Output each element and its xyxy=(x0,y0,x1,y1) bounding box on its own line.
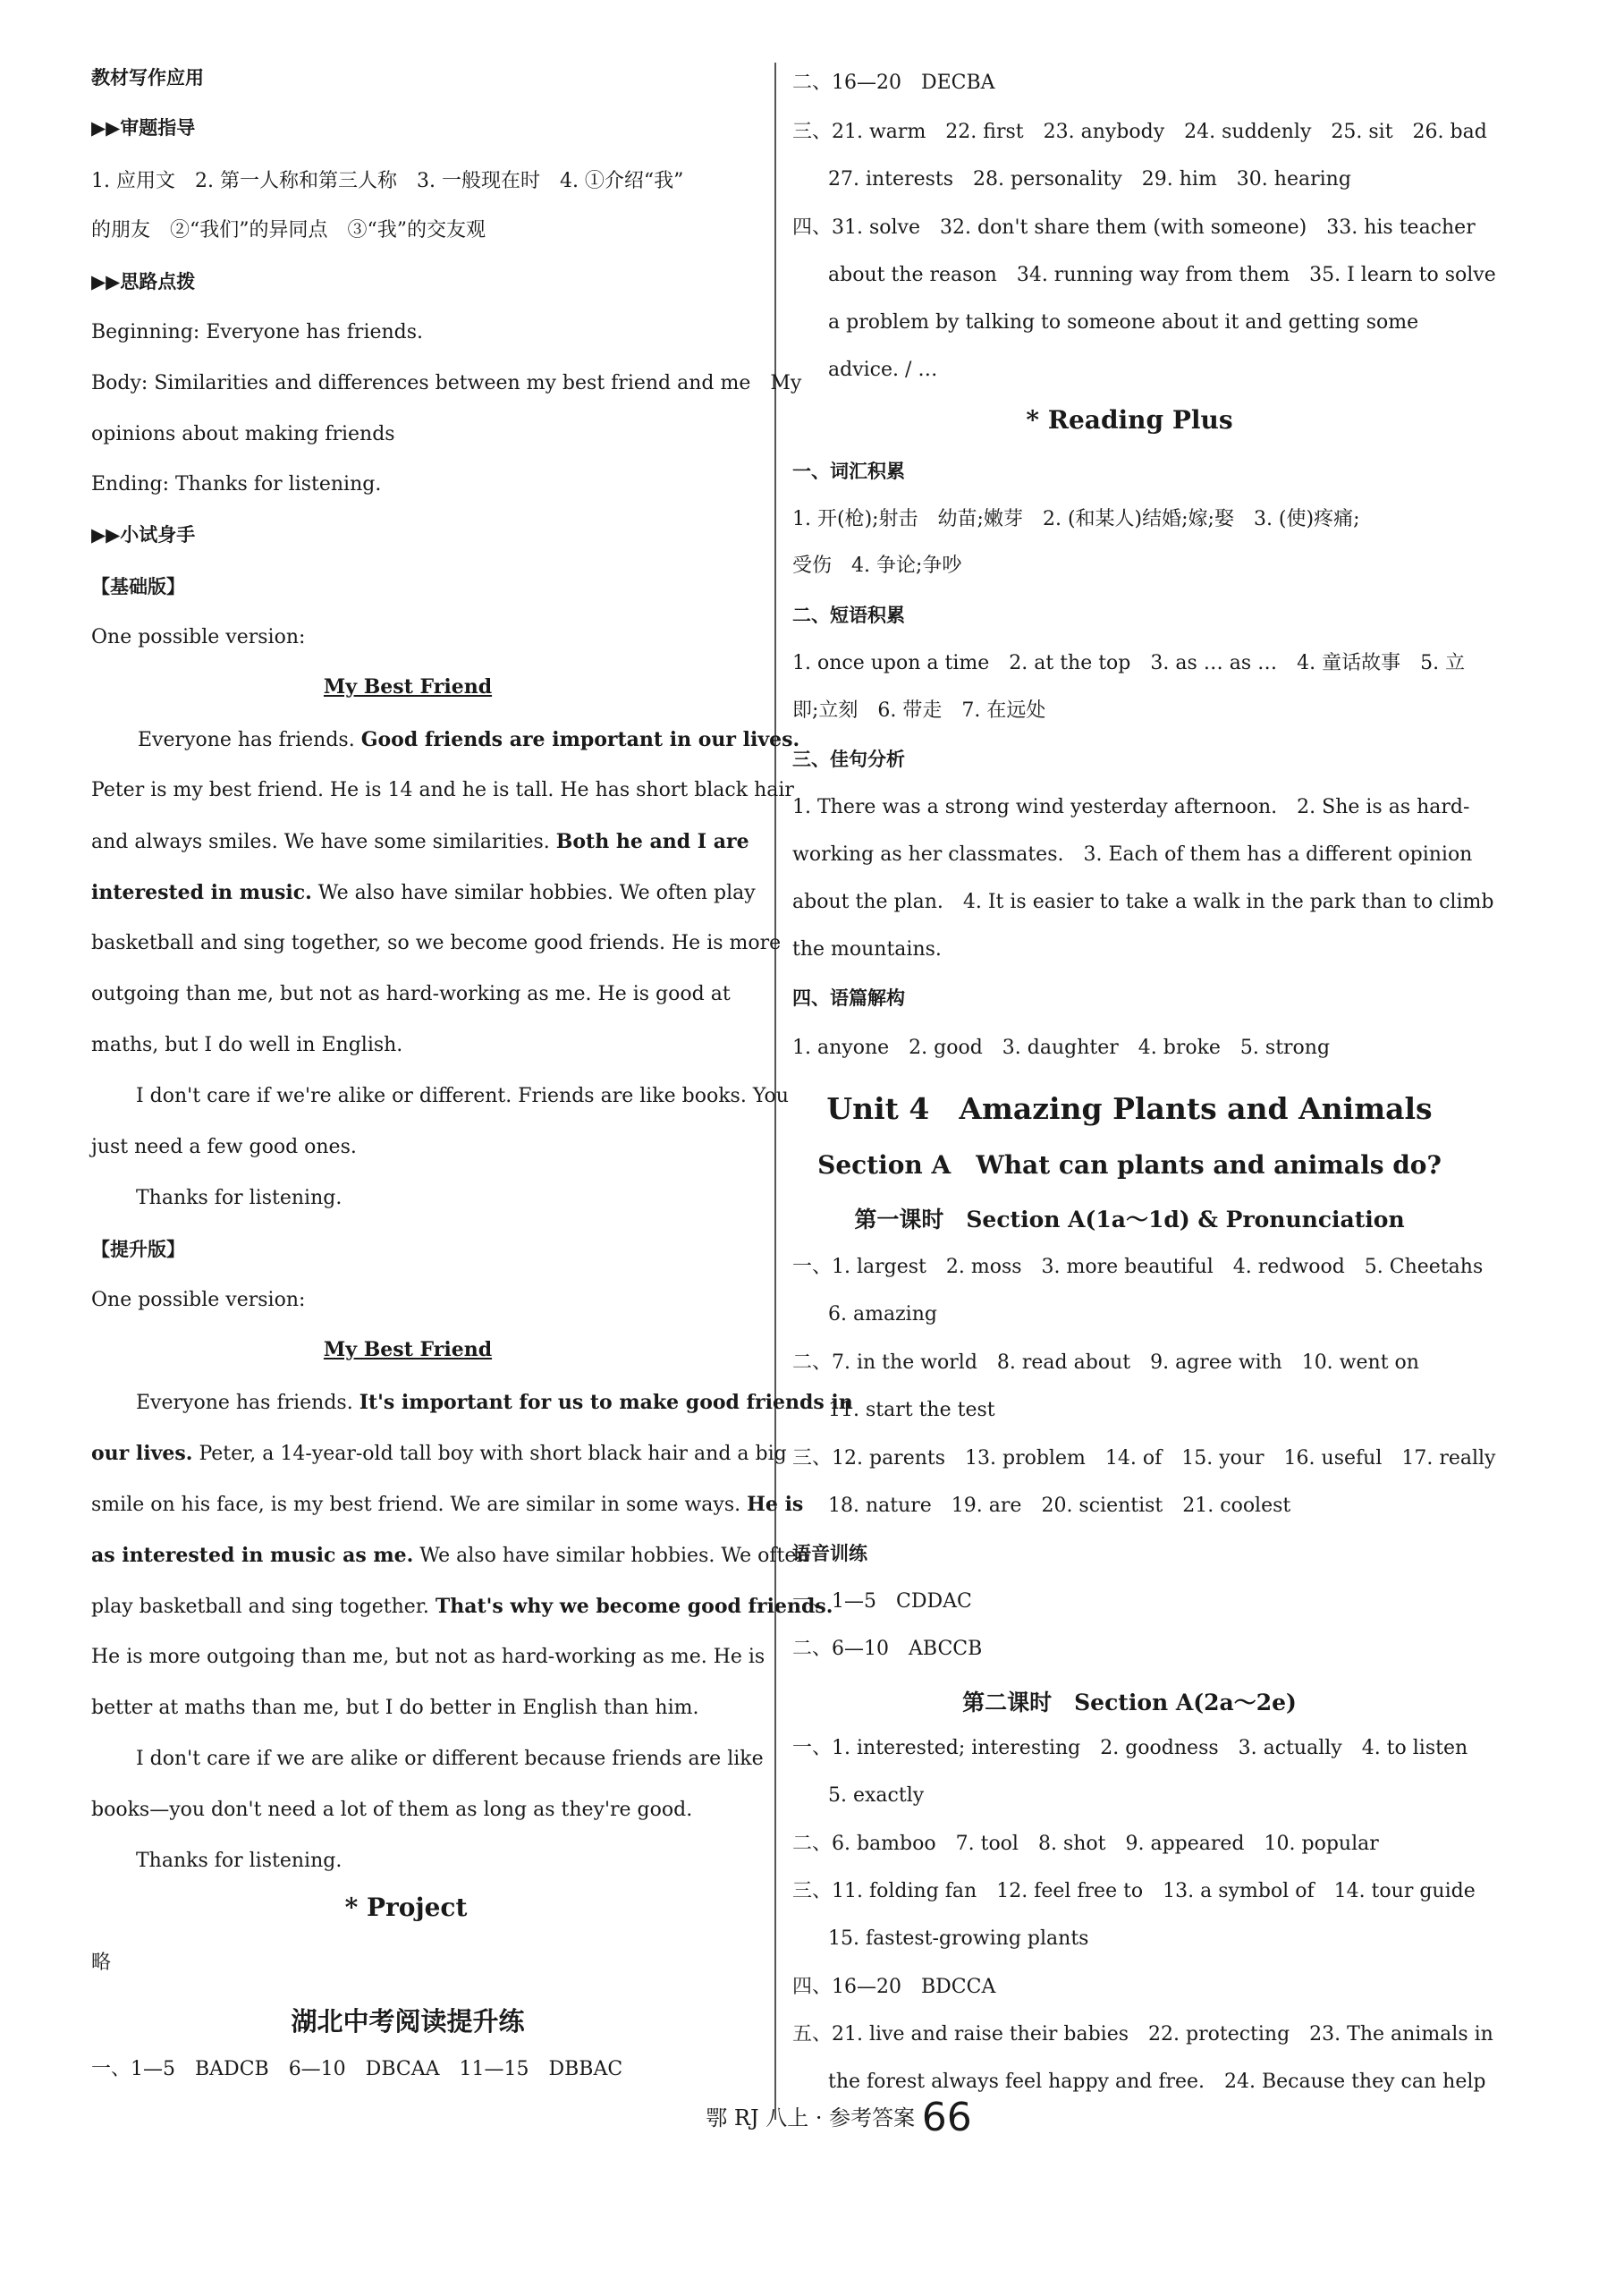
answer-line: 二、7. in the world 8. read about 9. agree with 10. went on xyxy=(792,1351,1419,1374)
answer-line: 即;立刻 6. 带走 7. 在远处 xyxy=(792,699,1046,722)
answer-line: 一、1—5 CDDAC xyxy=(792,1590,972,1613)
subheading-discourse: 四、语篇解构 xyxy=(792,987,905,1009)
answer-line: a problem by talking to someone about it and getting some xyxy=(828,311,1419,334)
answer-line: 三、12. parents 13. problem 14. of 15. your 16. useful 17. really xyxy=(792,1447,1496,1470)
answer-line: the forest always feel happy and free. 24. Because they can help xyxy=(828,2071,1486,2093)
answer-line: 三、21. warm 22. first 23. anybody 24. suddenly 25. sit 26. bad xyxy=(792,121,1487,143)
essay-line: Thanks for listening. xyxy=(136,1187,343,1209)
version-label-advanced: 【提升版】 xyxy=(91,1239,185,1260)
version-label-basic: 【基础版】 xyxy=(91,576,185,597)
answer-line: 15. fastest-growing plants xyxy=(828,1927,1089,1950)
essay-line: I don't care if we're alike or different. Friends are like books. You xyxy=(136,1085,789,1107)
page-number: 66 xyxy=(921,2095,972,2140)
answer-line: about the plan. 4. It is easier to take a walk in the park than to climb xyxy=(792,891,1494,913)
lesson-title: 第二课时 Section A(2a～2e) xyxy=(962,1690,1297,1715)
answer-line: 四、31. solve 32. don't share them (with someone) 33. his teacher xyxy=(792,216,1476,239)
essay-line: basketball and sing together, so we become good friends. He is more xyxy=(91,932,782,954)
section-heading: 教材写作应用 xyxy=(91,67,204,89)
answer-line: the mountains. xyxy=(792,938,942,961)
answer-line: working as her classmates. 3. Each of them has a different opinion xyxy=(792,843,1473,866)
reading-plus-heading: * Reading Plus xyxy=(1026,405,1233,435)
essay-line: better at maths than me, but I do better in English than him. xyxy=(91,1697,699,1719)
subheading-vocabulary: 一、词汇积累 xyxy=(792,461,905,482)
subheading-guidance: ▶▶审题指导 xyxy=(91,117,196,139)
answer-line: 二、6—10 ABCCB xyxy=(792,1638,983,1660)
text-line: 略 xyxy=(91,1952,112,1974)
essay-title: My Best Friend xyxy=(323,675,493,699)
answer-line: 四、16—20 BDCCA xyxy=(792,1976,996,1998)
answer-line: 一、1—5 BADCB 6—10 DBCAA 11—15 DBBAC xyxy=(91,2058,623,2080)
essay-title: My Best Friend xyxy=(323,1338,493,1361)
essay-line: maths, but I do well in English. xyxy=(91,1034,403,1056)
subheading-phrases: 二、短语积累 xyxy=(792,605,905,626)
text-line: Ending: Thanks for listening. xyxy=(91,473,382,496)
essay-line: books—you don't need a lot of them as long as they're good. xyxy=(91,1799,693,1821)
reading-practice-heading: 湖北中考阅读提升练 xyxy=(291,2006,525,2037)
text-line: Body: Similarities and differences between my best friend and me My xyxy=(91,372,802,394)
answer-line: 一、1. interested; interesting 2. goodness 3. actually 4. to listen xyxy=(792,1737,1468,1759)
lesson-title: 第一课时 Section A(1a～1d) & Pronunciation xyxy=(854,1207,1405,1232)
text-line: 的朋友 ②“我们”的异同点 ③“我”的交友观 xyxy=(91,219,486,241)
essay-line: Peter is my best friend. He is 14 and he is tall. He has short black hair xyxy=(91,779,794,801)
answer-line: 二、6. bamboo 7. tool 8. shot 9. appeared 10. popular xyxy=(792,1833,1379,1855)
answer-line: 1. There was a strong wind yesterday afternoon. 2. She is as hard- xyxy=(792,796,1470,818)
footer-label: 鄂 RJ 八上 · 参考答案 xyxy=(706,2105,916,2130)
text-line: One possible version: xyxy=(91,1289,306,1311)
answer-line: 1. once upon a time 2. at the top 3. as … as … 4. 童话故事 5. 立 xyxy=(792,652,1466,674)
answer-line: 1. 开(枪);射击 幼苗;嫩芽 2. (和某人)结婚;嫁;娶 3. (使)疼痛; xyxy=(792,508,1360,530)
essay-line: interested in music. We also have similar hobbies. We often play xyxy=(91,881,756,904)
essay-line: outgoing than me, but not as hard-working as me. He is good at xyxy=(91,983,731,1005)
answer-line: 二、16—20 DECBA xyxy=(792,72,995,94)
answer-line: 五、21. live and raise their babies 22. protecting 23. The animals in xyxy=(792,2023,1493,2046)
essay-line: He is more outgoing than me, but not as hard-working as me. He is xyxy=(91,1646,765,1668)
answer-line: 6. amazing xyxy=(828,1303,937,1326)
answer-line: 27. interests 28. personality 29. him 30. hearing xyxy=(828,168,1351,191)
text-line: opinions about making friends xyxy=(91,423,395,445)
answer-line: about the reason 34. running way from them 35. I learn to solve xyxy=(828,264,1496,286)
unit-title: Unit 4 Amazing Plants and Animals xyxy=(826,1091,1433,1126)
essay-line: Everyone has friends. It's important for us to make good friends in xyxy=(136,1391,853,1414)
answer-line: 5. exactly xyxy=(828,1784,925,1807)
text-line: Beginning: Everyone has friends. xyxy=(91,321,424,343)
page-footer xyxy=(27,2095,1624,2140)
text-line: 1. 应用文 2. 第一人称和第三人称 3. 一般现在时 4. ①介绍“我” xyxy=(91,170,684,192)
answer-line: 一、1. largest 2. moss 3. more beautiful 4. redwood 5. Cheetahs xyxy=(792,1256,1484,1278)
essay-line: and always smiles. We have some similarities. Both he and I are xyxy=(91,830,749,853)
answer-line: 受伤 4. 争论;争吵 xyxy=(792,555,962,577)
text-line: One possible version: xyxy=(91,626,306,648)
subheading-phonetics: 语音训练 xyxy=(792,1543,867,1564)
project-heading: * Project xyxy=(344,1893,468,1922)
essay-line: smile on his face, is my best friend. We are similar in some ways. He is xyxy=(91,1493,804,1516)
essay-line: play basketball and sing together. That's why we become good friends. xyxy=(91,1595,833,1618)
essay-line: I don't care if we are alike or different because friends are like xyxy=(136,1748,764,1770)
section-title: Section A What can plants and animals do? xyxy=(817,1150,1442,1180)
answer-line: 三、11. folding fan 12. feel free to 13. a symbol of 14. tour guide xyxy=(792,1880,1476,1902)
essay-line: Everyone has friends. Good friends are important in our lives. xyxy=(138,728,800,751)
subheading-practice: ▶▶小试身手 xyxy=(91,524,196,546)
essay-line: Thanks for listening. xyxy=(136,1850,343,1872)
answer-line: advice. / … xyxy=(828,359,938,381)
subheading-ideas: ▶▶思路点拨 xyxy=(91,271,196,292)
answer-line: 11. start the test xyxy=(828,1399,995,1421)
essay-line: our lives. Peter, a 14-year-old tall boy with short black hair and a big xyxy=(91,1442,787,1465)
essay-line: just need a few good ones. xyxy=(91,1136,357,1158)
answer-line: 1. anyone 2. good 3. daughter 4. broke 5. strong xyxy=(792,1037,1331,1059)
subheading-sentences: 三、佳句分析 xyxy=(792,749,905,770)
answer-line: 18. nature 19. are 20. scientist 21. coolest xyxy=(828,1495,1291,1517)
essay-line: as interested in music as me. We also have similar hobbies. We often xyxy=(91,1544,809,1567)
